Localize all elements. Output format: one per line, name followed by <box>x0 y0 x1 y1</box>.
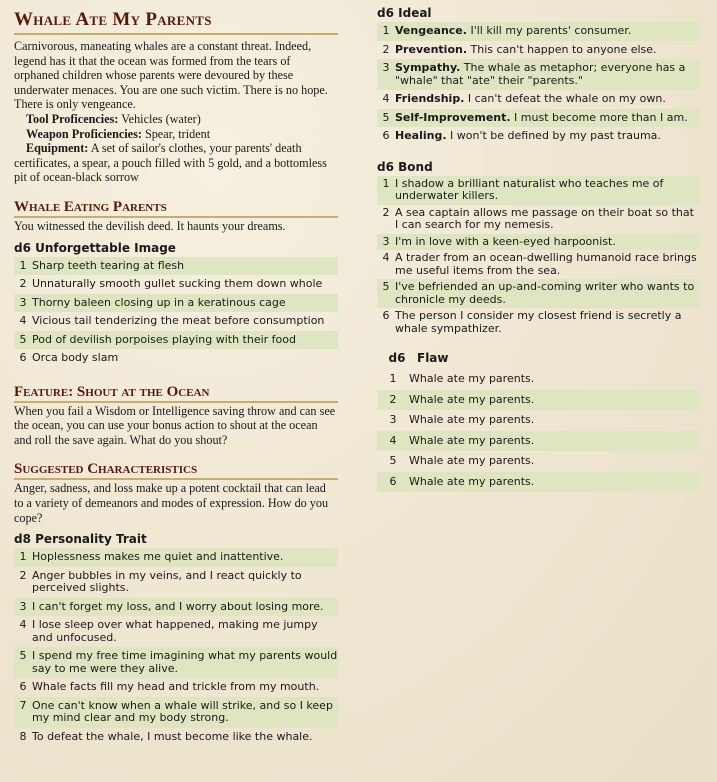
suggested-text: Anger, sadness, and loss make up a potent cocktail that can lead to a variety of demeanors and modes of expression. How do you cope? <box>14 481 329 525</box>
roll-number: 1 <box>377 22 395 41</box>
roll-number: 4 <box>382 251 390 264</box>
table-row <box>14 567 338 598</box>
table-row <box>377 127 700 146</box>
weapon-proficiencies <box>14 127 338 142</box>
roll-number: 3 <box>389 413 397 426</box>
row-text: Whale ate my parents. <box>409 431 700 452</box>
tool-proficiencies <box>14 112 338 127</box>
table-row <box>377 205 700 234</box>
row-text: A sea captain allows me passage on their boat so that I can search for my nemesis. <box>395 205 694 231</box>
row-text: A trader from an ocean-dwelling humanoid race brings me useful items from the sea. <box>395 251 697 277</box>
image-table-die: d6 <box>14 240 31 255</box>
roll-number: 1 <box>389 372 397 385</box>
row-text: I lose sleep over what happened, making me jumpy and unfocused. <box>32 618 318 644</box>
weapon-prof-label: Weapon Proficiencies: <box>26 126 142 141</box>
table-row <box>377 90 700 109</box>
row-description: The whale as metaphor; everyone has a "whale" that "ate" their "parents." <box>395 61 686 87</box>
flaw-table <box>377 369 700 492</box>
row-text <box>395 109 700 128</box>
table-row <box>377 279 700 308</box>
roll-number: 2 <box>382 42 390 56</box>
image-table-header <box>14 241 338 255</box>
trait-table-header <box>14 532 338 546</box>
row-bold-label: Healing. <box>395 129 447 142</box>
table-row <box>377 308 700 337</box>
image-table <box>14 257 338 368</box>
table-row <box>377 176 700 205</box>
roll-number: 2 <box>19 568 27 582</box>
roll-number: 4 <box>19 314 27 328</box>
row-text <box>395 127 700 146</box>
row-bold-label: Vengeance. <box>395 24 467 37</box>
section-heading-feature: Feature: Shout at the Ocean <box>14 384 338 403</box>
equipment <box>14 141 338 185</box>
table-row <box>14 548 338 567</box>
bond-table-die: d6 <box>377 159 394 174</box>
section-heading-suggested: Suggested Characteristics <box>14 461 338 480</box>
table-row <box>14 697 338 728</box>
row-text: Thorny baleen closing up in a keratinous cage <box>32 294 338 313</box>
trait-table <box>14 548 338 746</box>
roll-number: 1 <box>14 548 32 567</box>
roll-number: 5 <box>377 279 395 308</box>
row-text <box>395 59 700 90</box>
roll-number: 6 <box>19 680 27 694</box>
roll-number: 3 <box>14 598 32 617</box>
table-row <box>377 369 700 390</box>
roll-number: 1 <box>14 257 32 276</box>
row-bold-label: Self-Improvement. <box>395 110 511 124</box>
ideal-table-die: d6 <box>377 6 394 20</box>
row-bold-label: Sympathy. <box>395 61 461 74</box>
table-row <box>14 331 338 350</box>
section-heading-whale-eating: Whale Eating Parents <box>14 199 338 218</box>
roll-number: 7 <box>14 697 32 728</box>
row-text: Whale facts fill my head and trickle from my mouth. <box>32 680 320 694</box>
row-text: To defeat the whale, I must become like the whale. <box>32 729 313 743</box>
row-text: Sharp teeth tearing at flesh <box>32 257 338 276</box>
ideal-table-name: Ideal <box>398 6 432 20</box>
feature-text: When you fail a Wisdom or Intelligence saving throw and can see the ocean, you can use your bonus action to shout at the ocean and roll the save again. What do you shout? <box>14 403 336 447</box>
table-row <box>14 616 338 647</box>
roll-number: 3 <box>377 59 395 90</box>
row-text: Whale ate my parents. <box>409 472 700 493</box>
table-row <box>377 431 700 452</box>
table-row <box>377 250 700 279</box>
row-text: I can't forget my loss, and I worry about losing more. <box>32 598 338 617</box>
row-text: I spend my free time imagining what my parents would say to me were they alive. <box>32 647 338 678</box>
row-text: Unnaturally smooth gullet sucking them down whole <box>32 277 323 291</box>
roll-number: 5 <box>377 109 395 128</box>
roll-number: 6 <box>382 309 390 322</box>
trait-table-name: Personality Trait <box>35 532 147 547</box>
table-row <box>14 275 338 294</box>
row-text: Whale ate my parents. <box>409 390 700 411</box>
roll-number: 2 <box>377 390 409 411</box>
row-description: I won't be defined by my past trauma. <box>446 129 661 142</box>
tool-prof-value: Vehicles (water) <box>121 111 201 126</box>
table-row <box>14 678 338 697</box>
row-text <box>395 22 700 41</box>
table-row <box>377 59 700 90</box>
row-text: Whale ate my parents. <box>409 454 535 467</box>
section-text-whale-eating: You witnessed the devilish deed. It haunts your dreams. <box>14 218 286 233</box>
row-bold-label: Friendship. <box>395 92 465 105</box>
row-text <box>395 90 700 109</box>
row-text: Vicious tail tenderizing the meat before consumption <box>32 314 325 328</box>
bond-table-header <box>377 160 700 174</box>
roll-number: 4 <box>377 431 409 452</box>
table-row <box>377 41 700 60</box>
roll-number: 6 <box>19 351 27 365</box>
row-text <box>395 41 700 60</box>
table-row <box>377 22 700 41</box>
flaw-table-header <box>377 351 700 365</box>
table-row <box>377 451 700 472</box>
table-row <box>14 728 338 747</box>
row-text: The person I consider my closest friend is secretly a whale sympathizer. <box>395 309 682 335</box>
row-text: Hoplessness makes me quiet and inattentive. <box>32 548 338 567</box>
roll-number: 5 <box>14 331 32 350</box>
row-description: I can't defeat the whale on my own. <box>464 92 666 105</box>
row-bold-label: Prevention. <box>395 42 468 56</box>
table-row <box>14 598 338 617</box>
ideal-table-header <box>377 6 700 20</box>
bond-table <box>377 176 700 338</box>
table-row <box>377 390 700 411</box>
roll-number: 4 <box>19 618 27 632</box>
row-description: I'll kill my parents' consumer. <box>466 24 632 37</box>
row-text: Whale ate my parents. <box>409 372 535 385</box>
table-row <box>14 312 338 331</box>
tool-prof-label: Tool Proficencies: <box>26 111 119 126</box>
roll-number: 1 <box>377 176 395 205</box>
roll-number: 6 <box>382 129 390 142</box>
roll-number: 3 <box>14 294 32 313</box>
roll-number: 2 <box>19 277 27 291</box>
image-table-name: Unforgettable Image <box>35 240 176 255</box>
row-text: One can't know when a whale will strike, and so I keep my mind clear and my body strong. <box>32 697 338 728</box>
roll-number: 3 <box>377 234 395 251</box>
bond-table-name: Bond <box>398 159 433 174</box>
row-text: Orca body slam <box>32 351 119 365</box>
row-description: I must become more than I am. <box>510 110 688 124</box>
table-row <box>14 294 338 313</box>
roll-number: 5 <box>389 454 397 467</box>
left-column <box>14 0 338 746</box>
row-text: I shadow a brilliant naturalist who teaches me of underwater killers. <box>395 176 700 205</box>
ideal-table <box>377 22 700 146</box>
roll-number: 4 <box>382 92 390 105</box>
table-row <box>377 410 700 431</box>
row-text: I've befriended an up-and-coming writer who wants to chronicle my deeds. <box>395 279 700 308</box>
table-row <box>14 647 338 678</box>
roll-number: 6 <box>377 472 409 493</box>
table-row <box>377 109 700 128</box>
table-row <box>14 257 338 276</box>
equipment-label: Equipment: <box>26 141 89 156</box>
row-text: Pod of devilish porpoises playing with their food <box>32 331 338 350</box>
table-row <box>14 349 338 368</box>
row-text: Anger bubbles in my veins, and I react quickly to perceived slights. <box>32 568 302 595</box>
roll-number: 2 <box>382 205 390 219</box>
page-title: Whale Ate My Parents <box>14 9 338 35</box>
flaw-table-name: Flaw <box>417 351 449 365</box>
roll-number: 8 <box>19 729 27 743</box>
flaw-table-die: d6 <box>388 351 406 365</box>
row-description: This can't happen to anyone else. <box>467 42 657 56</box>
row-text: I'm in love with a keen-eyed harpoonist. <box>395 234 700 251</box>
equipment-value: A set of sailor's clothes, your parents' death certificates, a spear, a pouch filled with 5 gold, and a bottomless pit of ocean-black sorrow <box>14 141 327 185</box>
trait-table-die: d8 <box>14 532 31 547</box>
row-text: Whale ate my parents. <box>409 413 535 426</box>
table-row <box>377 472 700 493</box>
roll-number: 5 <box>14 647 32 678</box>
weapon-prof-value: Spear, trident <box>144 126 211 141</box>
right-column <box>377 0 700 492</box>
intro-paragraph: Carnivorous, maneating whales are a constant threat. Indeed, legend has it that the ocean was formed from the tears of orphaned children whose parents were devoured by these underwater menaces. You are one such victim. There is no hope. There is only vengeance. <box>14 39 328 112</box>
table-row <box>377 234 700 251</box>
